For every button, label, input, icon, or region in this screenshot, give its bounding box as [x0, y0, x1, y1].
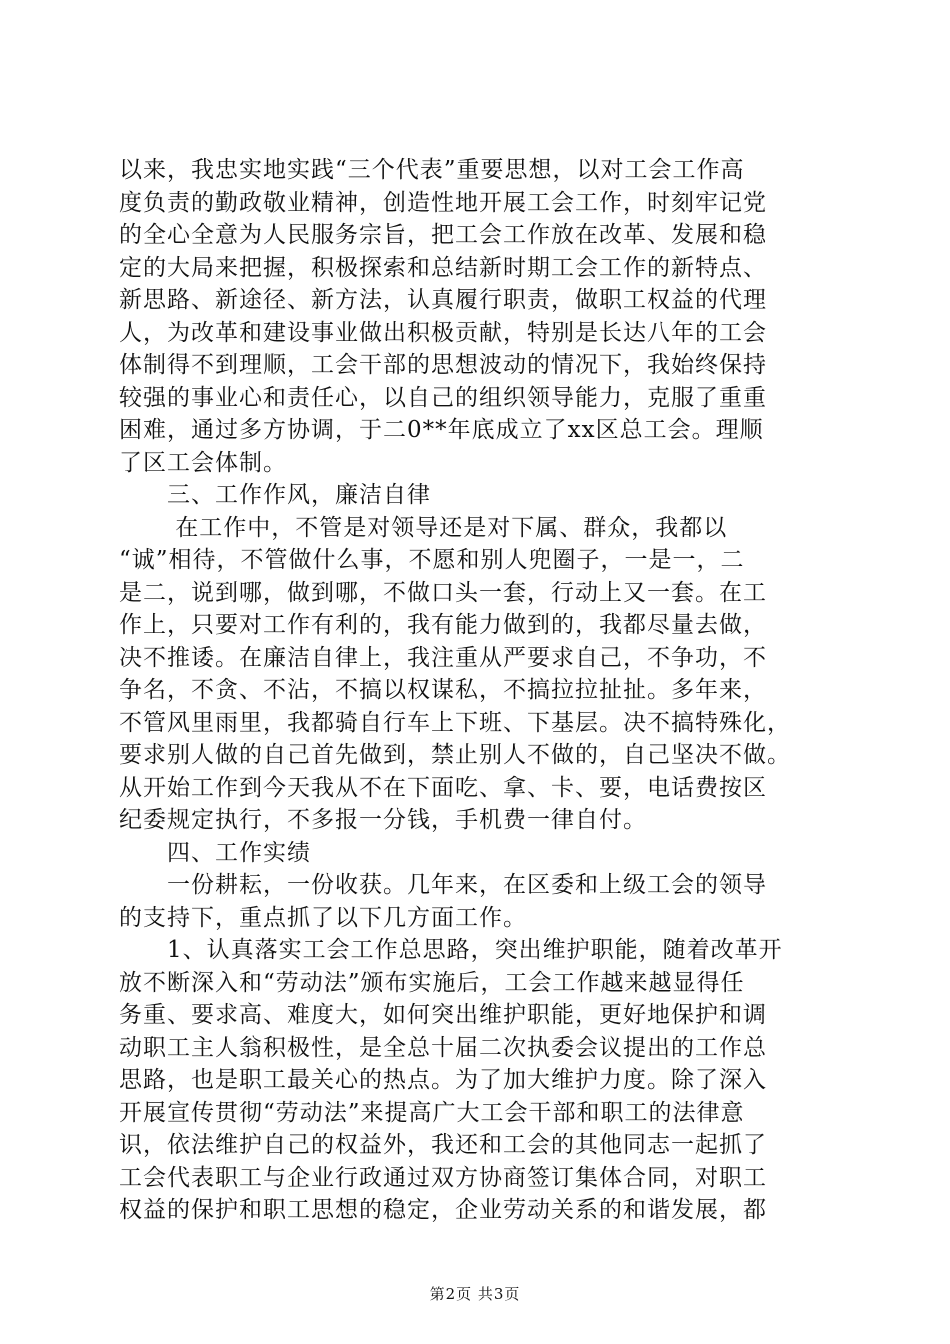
text-line: 在工作中，不管是对领导还是对下属、群众，我都以 [119, 514, 728, 541]
text-line: 动职工主人翁积极性，是全总十届二次执委会议提出的工作总 [119, 1034, 767, 1061]
text-line: 是二，说到哪，做到哪，不做口头一套，行动上又一套。在工 [119, 579, 767, 606]
text-line: “诚”相待，不管做什么事，不愿和别人兜圈子，一是一，二 [119, 547, 745, 573]
text-line: 务重、要求高、难度大，如何突出维护职能，更好地保护和调 [119, 1002, 767, 1028]
text-line: 三、工作作风，廉洁自律 [119, 482, 431, 508]
text-line: 定的大局来把握，积极探索和总结新时期工会工作的新特点、 [119, 254, 767, 281]
text-line: 开展宣传贯彻“劳动法”来提高广大工会干部和职工的法律意 [119, 1099, 745, 1126]
text-line: 的全心全意为人民服务宗旨，把工会工作放在改革、发展和稳 [119, 222, 767, 248]
text-line: 四、工作实绩 [119, 839, 311, 866]
text-line: 工会代表职工与企业行政通过双方协商签订集体合同，对职工 [119, 1164, 767, 1191]
text-line: 以来，我忠实地实践“三个代表”重要思想，以对工会工作高 [119, 157, 745, 183]
text-line: 作上，只要对工作有利的，我有能力做到的，我都尽量去做， [119, 612, 767, 638]
text-line: 争名，不贪、不沾，不搞以权谋私，不搞拉拉扯扯。多年来， [119, 677, 767, 703]
text-line: 1、认真落实工会工作总思路，突出维护职能，随着改革开 [119, 937, 783, 963]
text-line: 的支持下，重点抓了以下几方面工作。 [119, 904, 527, 931]
document-body [119, 154, 834, 1227]
text-line: 一份耕耘，一份收获。几年来，在区委和上级工会的领导 [119, 872, 767, 898]
text-line: 困难，通过多方协调，于二0**年底成立了xx区总工会。理顺 [119, 417, 764, 443]
text-line: 新思路、新途径、新方法，认真履行职责，做职工权益的代理 [119, 287, 767, 313]
text-line: 体制得不到理顺，工会干部的思想波动的情况下，我始终保持 [119, 352, 767, 378]
text-line: 不管风里雨里，我都骑自行车上下班、下基层。决不搞特殊化， [119, 709, 791, 736]
page-footer: 第2页 共3页 [429, 1285, 521, 1303]
text-line: 人，为改革和建设事业做出积极贡献，特别是长达八年的工会 [119, 319, 767, 346]
text-line: 较强的事业心和责任心，以自己的组织领导能力，克服了重重 [119, 384, 767, 411]
text-line: 思路，也是职工最关心的热点。为了加大维护力度。除了深入 [119, 1067, 767, 1093]
text-line: 放不断深入和“劳动法”颁布实施后，工会工作越来越显得任 [119, 969, 745, 996]
text-line: 要求别人做的自己首先做到，禁止别人不做的，自己坚决不做。 [119, 742, 791, 768]
text-line: 识，依法维护自己的权益外，我还和工会的其他同志一起抓了 [119, 1132, 767, 1158]
text-line: 从开始工作到今天我从不在下面吃、拿、卡、要，电话费按区 [119, 774, 767, 801]
text-line: 度负责的勤政敬业精神，创造性地开展工会工作，时刻牢记党 [119, 189, 767, 216]
text-line: 权益的保护和职工思想的稳定，企业劳动关系的和谐发展，都 [119, 1197, 767, 1223]
text-line: 了区工会体制。 [119, 449, 287, 476]
text-line: 纪委规定执行，不多报一分钱，手机费一律自付。 [119, 807, 647, 833]
text-line: 决不推诿。在廉洁自律上，我注重从严要求自己，不争功，不 [119, 644, 767, 671]
